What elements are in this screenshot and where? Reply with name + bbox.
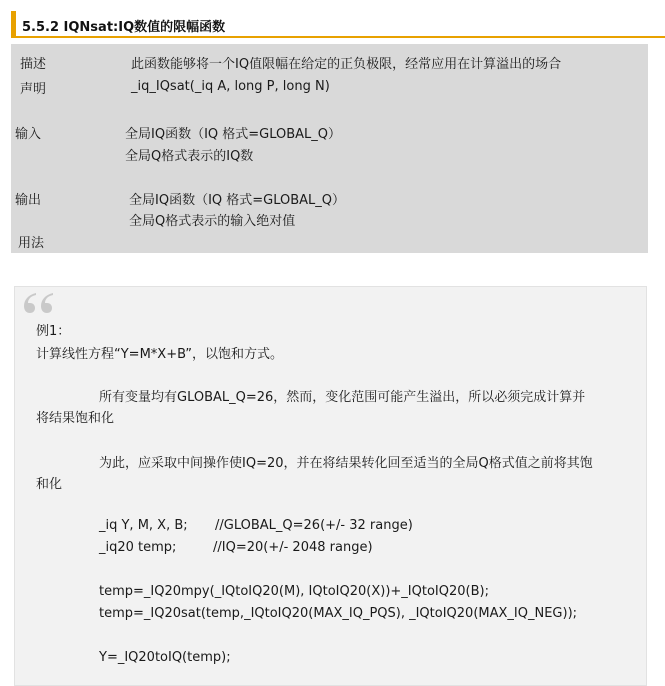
output-value-2: 全局Q格式表示的输入绝对值	[129, 214, 296, 229]
output-label: 输出	[15, 193, 42, 208]
code-line-declaration-2: _iq20 temp;	[99, 540, 177, 555]
section-heading-underline	[11, 36, 665, 38]
code-line-declaration-1: _iq Y, M, X, B;	[99, 518, 188, 533]
quote-icon	[22, 291, 56, 315]
paragraph-2-line-1: 为此，应采取中间操作使IQ=20，并在将结果转化回至适当的全局Q格式值之前将其饱	[99, 456, 593, 471]
describe-label: 描述	[20, 57, 47, 72]
declare-value: _iq_IQsat(_iq A, long P, long N)	[131, 79, 330, 94]
code-comment-1: //GLOBAL_Q=26(+/- 32 range)	[215, 518, 413, 533]
input-label: 输入	[15, 127, 42, 142]
example-title: 例1：	[36, 324, 71, 339]
section-title: 5.5.2 IQNsat:IQ数值的限幅函数	[22, 20, 226, 35]
declare-label: 声明	[20, 82, 47, 97]
code-line-4: temp=_IQ20sat(temp,_IQtoIQ20(MAX_IQ_PQS), _IQtoIQ20(MAX_IQ_NEG));	[99, 606, 578, 621]
input-value-1: 全局IQ函数（IQ 格式=GLOBAL_Q）	[125, 127, 342, 142]
paragraph-2-line-2: 和化	[36, 477, 63, 492]
paragraph-1-line-2: 将结果饱和化	[36, 411, 115, 426]
describe-value: 此函数能够将一个IQ值限幅在给定的正负极限，经常应用在计算溢出的场合	[131, 57, 562, 72]
usage-label: 用法	[18, 236, 45, 251]
example-intro: 计算线性方程“Y=M*X+B”，以饱和方式。	[36, 347, 284, 362]
code-line-5: Y=_IQ20toIQ(temp);	[99, 650, 231, 665]
paragraph-1-line-1: 所有变量均有GLOBAL_Q=26，然而，变化范围可能产生溢出，所以必须完成计算并	[99, 390, 586, 405]
input-value-2: 全局Q格式表示的IQ数	[125, 149, 254, 164]
code-line-3: temp=_IQ20mpy(_IQtoIQ20(M), IQtoIQ20(X))+_IQtoIQ20(B);	[99, 584, 489, 599]
output-value-1: 全局IQ函数（IQ 格式=GLOBAL_Q）	[129, 193, 346, 208]
code-comment-2: //IQ=20(+/- 2048 range)	[213, 540, 373, 555]
info-table	[11, 44, 648, 253]
